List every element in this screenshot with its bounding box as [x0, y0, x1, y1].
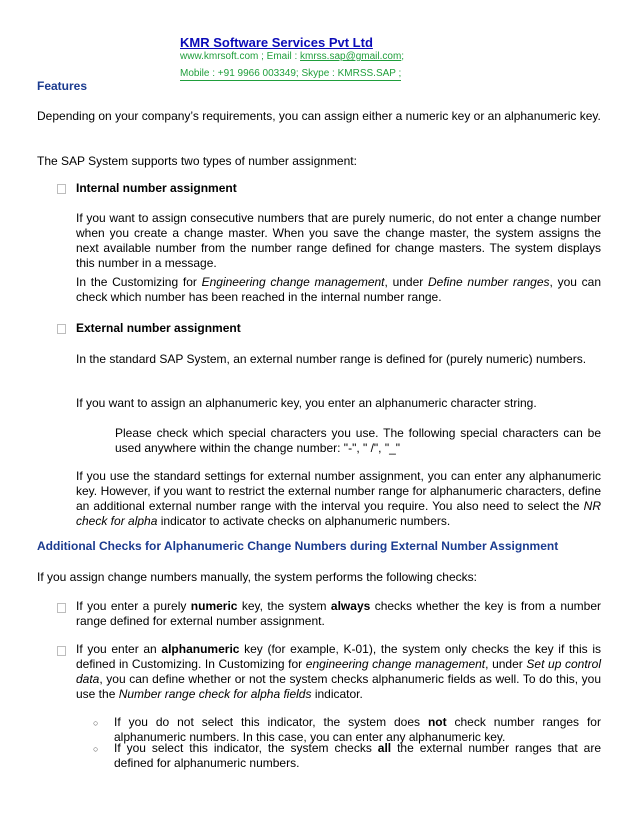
external-para-3: If you use the standard settings for external number assignment, you can enter any alphanumeric key. However, if you want to restrict the external number range for alphanumeric characters, define an additional external number range with the interval you require. You also need to select the NR check for alpha indicator to activate checks on alphanumeric numbers. [76, 469, 601, 528]
contact-line-2: Mobile : +91 9966 003349; Skype : KMRSS.SAP ; [180, 68, 402, 79]
internal-title: Internal number assignment [76, 181, 237, 195]
types-line: The SAP System supports two types of number assignment: [37, 154, 357, 168]
external-title: External number assignment [76, 321, 241, 335]
bullet-box-icon [57, 324, 66, 334]
bullet-circle-icon: ○ [93, 744, 99, 754]
bullet-box-icon [57, 603, 66, 613]
internal-para-1: If you want to assign consecutive numbers that are purely numeric, do not enter a change number when you create a change master. When you save the change master, the system assigns the next available number from the number range defined for change masters. The system displays this number in a message. [76, 211, 601, 270]
external-para-1: In the standard SAP System, an external number range is defined for (purely numeric) numbers. [76, 352, 587, 366]
bullet-box-icon [57, 646, 66, 656]
checks-intro: If you assign change numbers manually, the system performs the following checks: [37, 570, 477, 584]
bullet-box-icon [57, 184, 66, 194]
features-intro: Depending on your company’s requirements, you can assign either a numeric key or an alphanumeric key. [37, 109, 601, 123]
letterhead [180, 35, 620, 81]
bullet-circle-icon: ○ [93, 718, 99, 728]
check-sub-1: If you do not select this indicator, the system does not check number ranges for alphanumeric numbers. In this case, you can enter any alphanumeric key. [114, 715, 601, 744]
check-item-1: If you enter a purely numeric key, the system always checks whether the key is from a number range defined for external number assignment. [76, 599, 602, 628]
internal-para-2: In the Customizing for Engineering change management, under Define number ranges, you can check which number has been reached in the internal number range. [76, 275, 601, 304]
checks-heading: Additional Checks for Alphanumeric Change Numbers during External Number Assignment [37, 539, 559, 553]
email-link[interactable]: kmrss.sap@gmail.com [300, 51, 402, 62]
contact-line-1: www.kmrsoft.com ; Email : kmrss.sap@gmail.com; [180, 51, 405, 62]
features-heading: Features [37, 79, 88, 93]
check-item-2: If you enter an alphanumeric key (for example, K-01), the system only checks the key if this is defined in Customizing. In Customizing for engineering change management, under Set up control data, you can define whether or not the system checks alphanumeric fields as well. To do this, you use the Number range check for alpha fields indicator. [76, 642, 601, 701]
check-sub-2: If you select this indicator, the system checks all the external number ranges that are defined for alphanumeric numbers. [114, 741, 601, 770]
company-name: KMR Software Services Pvt Ltd [180, 35, 373, 50]
special-chars-note: Please check which special characters you use. The following special characters can be used anywhere within the change number: "-", " /", "_" [115, 426, 601, 455]
external-para-2: If you want to assign an alphanumeric key, you enter an alphanumeric character string. [76, 396, 537, 410]
